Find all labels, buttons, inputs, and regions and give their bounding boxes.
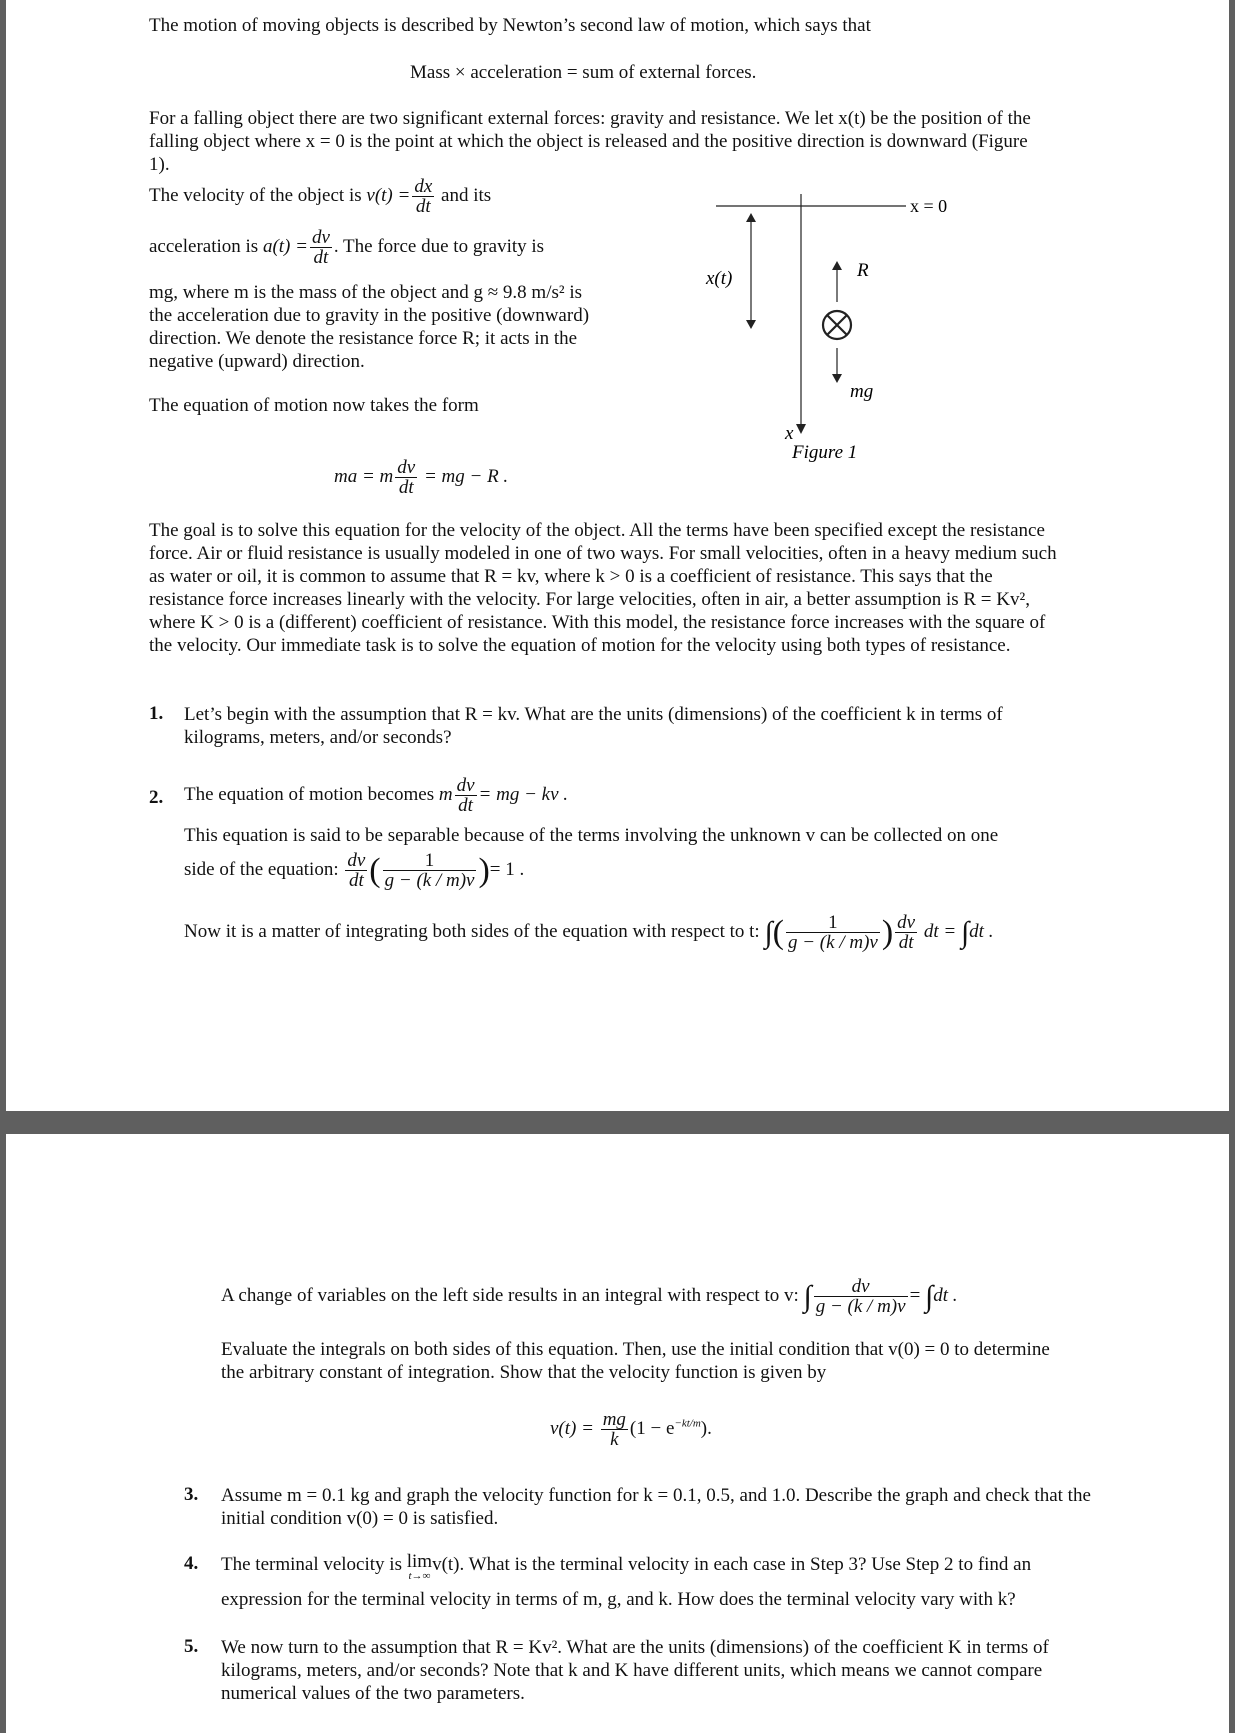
evaluate-para: Evaluate the integrals on both sides of this equation. Then, use the initial condition that v(0) = 0 to determine the arbitrary constant of integration. Show that the velocity function is given by	[221, 1339, 1050, 1383]
dv-dt-fraction: $\frac{dv}{dt}$	[456, 775, 475, 816]
integrand-fraction: $\frac{dv}{g - (k / m)v}$	[815, 1276, 906, 1317]
item-4-line-2: expression for the terminal velocity in terms of m, g, and k. How does the terminal velocity vary with k?	[221, 1589, 1016, 1610]
change-of-variables: A change of variables on the left side results in an integral with respect to v: ∫ $\frac{dv}{g - (k / m)v}$ = ∫dt .	[221, 1276, 958, 1317]
accel-eq: a(t) =	[262, 235, 308, 257]
equation-of-motion: ma = m $\frac{dv}{dt}$ = mg − R .	[334, 457, 509, 498]
velocity-line: The velocity of the object is v(t) = $\frac{dx}{dt}$ and its	[149, 176, 492, 217]
dv-dt-fraction: $\frac{dv}{dt}$	[347, 850, 366, 891]
item-1-text: Let’s begin with the assumption that R = kv. What are the units (dimensions) of the coefficient k in terms of kilograms, meters, and/or seconds?	[184, 704, 1003, 748]
item-2-separable: This equation is said to be separable because of the terms involving the unknown v can be collected on one	[184, 825, 999, 846]
para-forces: For a falling object there are two significant external forces: gravity and resistance. We let x(t) be the position of the falling object where x = 0 is the point at which the object is released and the positive direction is downward (Figure 1).	[149, 108, 1031, 175]
item-2-side-equation: side of the equation: $\frac{dv}{dt}$ ( $\frac{1}{g - (k / m)v}$ )= 1 .	[184, 850, 525, 891]
dv-dt-fraction: $\frac{dv}{dt}$	[897, 912, 916, 953]
item-2-number: 2.	[149, 787, 164, 808]
dv-dt-fraction: $\frac{dv}{dt}$	[397, 457, 416, 498]
eq-motion-intro: The equation of motion now takes the form	[149, 395, 479, 416]
label-x0: x = 0	[910, 196, 948, 216]
gravity-para: mg, where m is the mass of the object and g ≈ 9.8 m/s² is the acceleration due to gravity in the positive (downward) direction. We denote the resistance force R; it acts in the negative (upward) direction.	[149, 282, 590, 372]
resistance-fraction: $\frac{1}{g - (k / m)v}$	[787, 912, 878, 953]
mg-over-k-fraction: $\frac{mg}{k}$	[602, 1409, 626, 1450]
page-1	[6, 0, 1229, 1111]
label-x: x	[785, 423, 794, 444]
item-4-number: 4.	[184, 1553, 199, 1574]
item-2-integrate: Now it is a matter of integrating both sides of the equation with respect to t: ∫( $\frac{1}{g - (k / m)v}$ ) $\frac{dv}{dt}$ dt = ∫dt .	[184, 912, 994, 953]
velocity-eq: v(t) =	[366, 184, 411, 206]
resistance-arrowhead	[832, 261, 842, 270]
label-R: R	[857, 260, 869, 281]
dx-dt-fraction: $\frac{dx}{dt}$	[414, 176, 433, 217]
item-4-line-1: The terminal velocity is lim t→∞ v(t). What is the terminal velocity in each case in Step 3? Use Step 2 to find an	[221, 1551, 1032, 1582]
item-1-number: 1.	[149, 703, 164, 724]
label-mg: mg	[850, 381, 874, 402]
accel-line: acceleration is a(t) = $\frac{dv}{dt}$ . The force due to gravity is	[149, 227, 545, 268]
newton-law: Mass × acceleration = sum of external forces.	[410, 62, 757, 83]
intro-text: The motion of moving objects is described by Newton’s second law of motion, which says that	[149, 15, 871, 36]
item-3-number: 3.	[184, 1484, 199, 1505]
axis-arrowhead	[796, 424, 806, 434]
xt-arrowhead-up	[746, 213, 756, 222]
item-5-number: 5.	[184, 1636, 199, 1657]
dv-dt-fraction: $\frac{dv}{dt}$	[311, 227, 330, 268]
page-2	[6, 1134, 1229, 1733]
figure-1	[6, 0, 1229, 480]
xt-arrowhead-down	[746, 320, 756, 329]
figure-caption: Figure 1	[792, 442, 858, 463]
velocity-function: v(t) = $\frac{mg}{k}$ $(1 - e^{-kt/m})$.	[550, 1409, 712, 1450]
falling-object-icon	[823, 311, 851, 339]
para-goal: The goal is to solve this equation for the velocity of the object. All the terms have been specified except the resistance force. Air or fluid resistance is usually modeled in one of two ways. For small velocities, often in a heavy medium such as water or oil, it is common to assume that R = kv, where k > 0 is a coefficient of resistance. This says that the resistance force increases linearly with the velocity. For large velocities, often in air, a better assumption is R = Kv², where K > 0 is a (different) coefficient of resistance. With this model, the resistance force increases with the square of the velocity. Our immediate task is to solve the equation of motion for the velocity using both types of resistance.	[149, 520, 1057, 656]
item-3-text: Assume m = 0.1 kg and graph the velocity function for k = 0.1, 0.5, and 1.0. Describe the graph and check that the initial condition v(0) = 0 is satisfied.	[221, 1485, 1091, 1529]
resistance-fraction: $\frac{1}{g - (k / m)v}$	[384, 850, 475, 891]
gravity-arrowhead	[832, 374, 842, 383]
limit-operator: lim t→∞	[406, 1551, 433, 1582]
item-5-text: We now turn to the assumption that R = Kv². What are the units (dimensions) of the coefficient K in terms of kilograms, meters, and/or seconds? Note that k and K have different units, which means we cannot compare numerical values of the two parameters.	[221, 1637, 1049, 1704]
item-2-equation: The equation of motion becomes m $\frac{dv}{dt}$ = mg − kv .	[184, 775, 569, 816]
label-xt: x(t)	[706, 268, 733, 289]
